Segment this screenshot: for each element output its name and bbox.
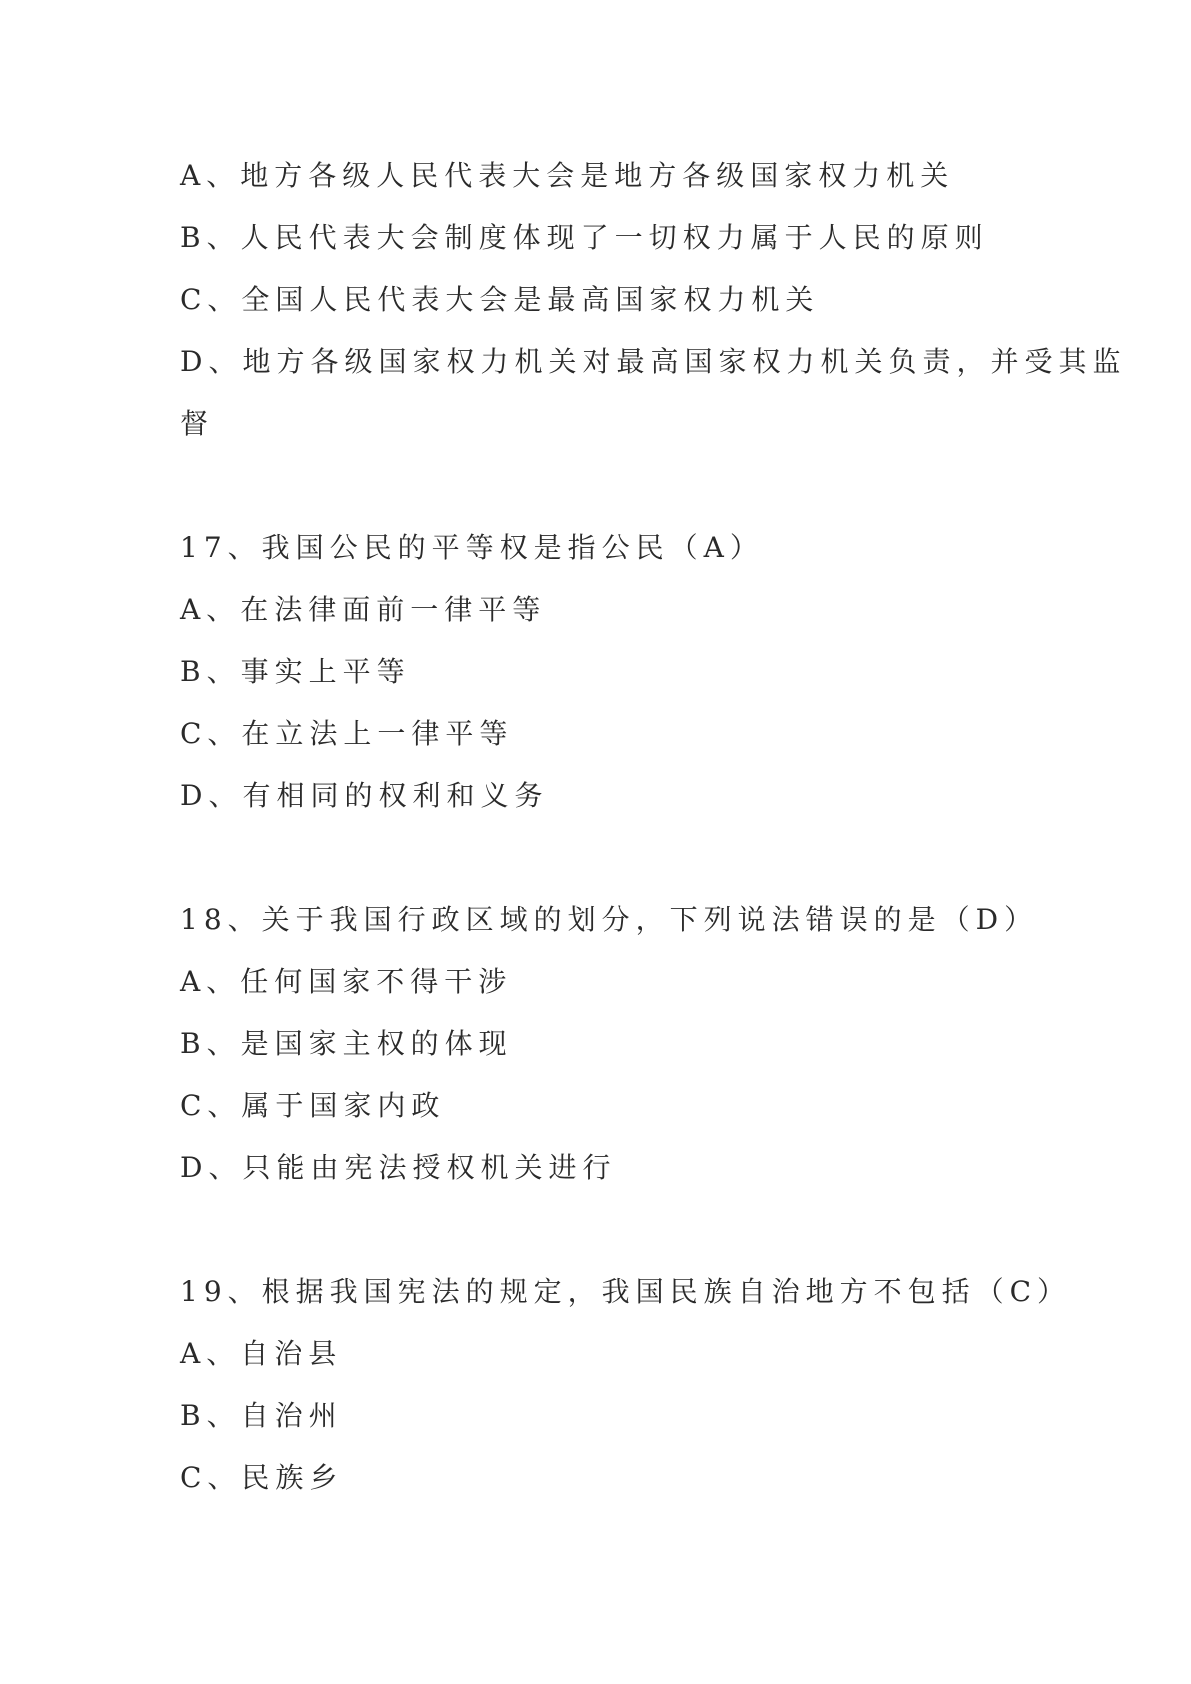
q18-option-d: D、只能由宪法授权机关进行 <box>180 1151 617 1184</box>
q17-option-d: D、有相同的权利和义务 <box>180 779 549 812</box>
q19-option-c: C、民族乡 <box>180 1461 344 1494</box>
prev-option-b: B、人民代表大会制度体现了一切权力属于人民的原则 <box>180 221 989 254</box>
q18-option-b: B、是国家主权的体现 <box>180 1027 513 1060</box>
q19-option-a: A、自治县 <box>180 1337 343 1370</box>
q17-option-a: A、在法律面前一律平等 <box>180 593 547 626</box>
q17-option-b: B、事实上平等 <box>180 655 411 688</box>
q17-question: 17、我国公民的平等权是指公民（A） <box>180 531 764 564</box>
q19-option-b: B、自治州 <box>180 1399 343 1432</box>
prev-option-d: D、地方各级国家权力机关对最高国家权力机关负责，并受其监 <box>180 345 1127 378</box>
prev-option-c: C、全国人民代表大会是最高国家权力机关 <box>180 283 820 316</box>
q18-option-a: A、任何国家不得干涉 <box>180 965 513 998</box>
q17-option-c: C、在立法上一律平等 <box>180 717 514 750</box>
q18-option-c: C、属于国家内政 <box>180 1089 446 1122</box>
prev-option-d-continued: 督 <box>180 407 215 440</box>
prev-option-a: A、地方各级人民代表大会是地方各级国家权力机关 <box>180 159 955 192</box>
q18-question: 18、关于我国行政区域的划分，下列说法错误的是（D） <box>180 903 1039 936</box>
q19-question: 19、根据我国宪法的规定，我国民族自治地方不包括（C） <box>180 1275 1072 1308</box>
